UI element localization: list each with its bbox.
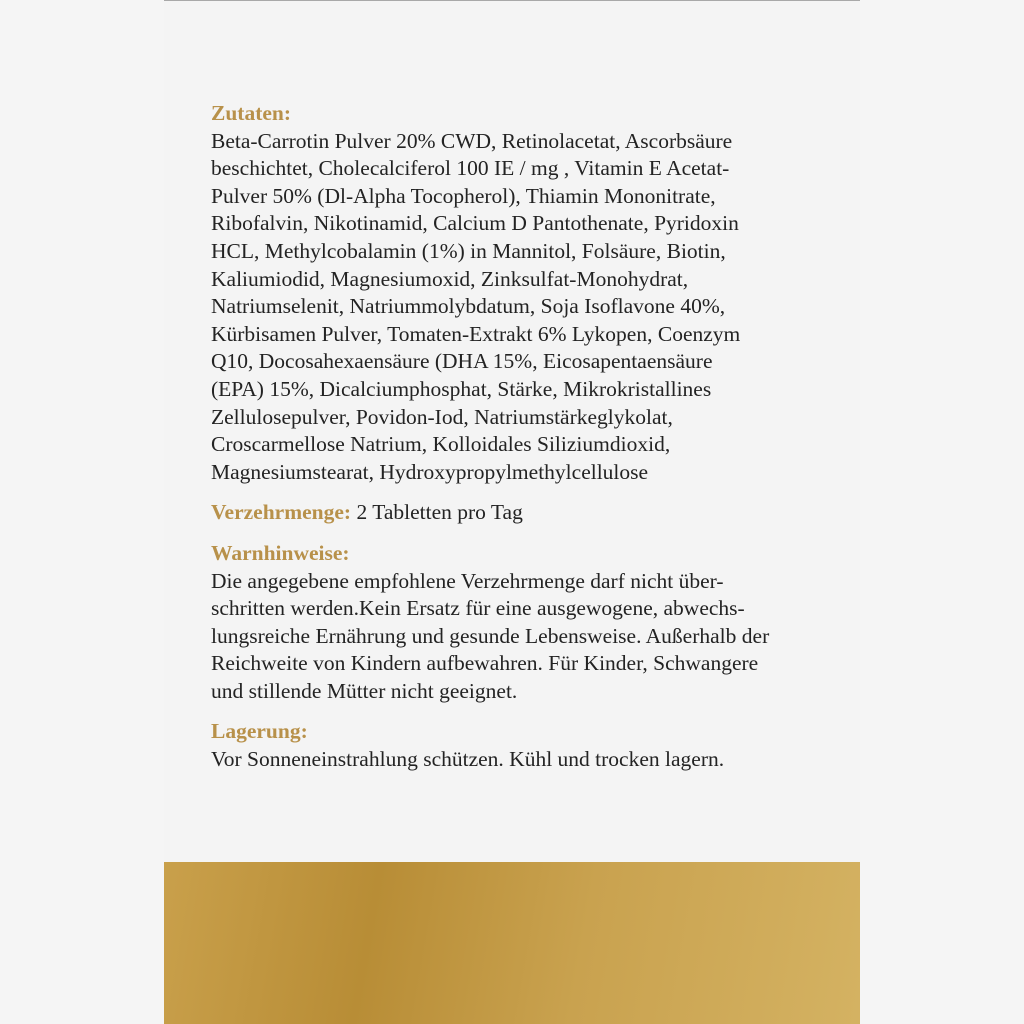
storage-text: Vor Sonneneinstrahlung schützen. Kühl und trocken lagern.: [211, 747, 725, 772]
warnings-section: [211, 540, 831, 706]
dosage-section: [211, 499, 831, 527]
gold-decorative-band: [164, 862, 860, 1024]
warnings-heading: Warnhinweise:: [211, 540, 350, 565]
storage-heading: Lagerung:: [211, 719, 308, 744]
warnings-text: Die angegebene empfohlene Verzehrmenge darf nicht über- schritten werden.Kein Ersatz für eine ausgewogene, abwechs- lungsreiche Ernährung und gesunde Lebensweise. Außerhalb der Reichweite von Kindern aufbewahren. Für Kinder, Schwangere und stillende Mütter nicht geeignet.: [211, 568, 770, 703]
top-divider: [164, 0, 860, 1]
ingredients-section: [211, 100, 831, 486]
ingredients-heading: Zutaten:: [211, 101, 292, 125]
storage-section: [211, 718, 831, 773]
label-content: [211, 100, 831, 774]
dosage-text: 2 Tabletten pro Tag: [351, 500, 523, 525]
dosage-heading: Verzehrmenge:: [211, 500, 352, 525]
ingredients-text: Beta-Carrotin Pulver 20% CWD, Retinolacetat, Ascorbsäure beschichtet, Cholecalciferol 100 IE / mg , Vitamin E Acetat- Pulver 50% (Dl-Alpha Tocopherol), Thiamin Mononitrate, Ribofalvin, Nikotinamid, Calcium D Pantothenate, Pyridoxin HCL, Methylcobalamin (1%) in Mannitol, Folsäure, Biotin, Kaliumiodid, Magnesiumoxid, Zinksulfat-Monohydrat, Natriumselenit, Natriummolybdatum, Soja Isoflavone 40%, Kürbisamen Pulver, Tomaten-Extrakt 6% Lykopen, Coenzym Q10, Docosahexaensäure (DHA 15%, Eicosapentaensäure (EPA) 15%, Dicalciumphosphat, Stärke, Mikrokristallines Zellulosepulver, Povidon-Iod, Natriumstärkeglykolat, Croscarmellose Natrium, Kolloidales Siliziumdioxid, Magnesiumstearat, Hydroxypropylmethylcellulose: [211, 128, 741, 484]
